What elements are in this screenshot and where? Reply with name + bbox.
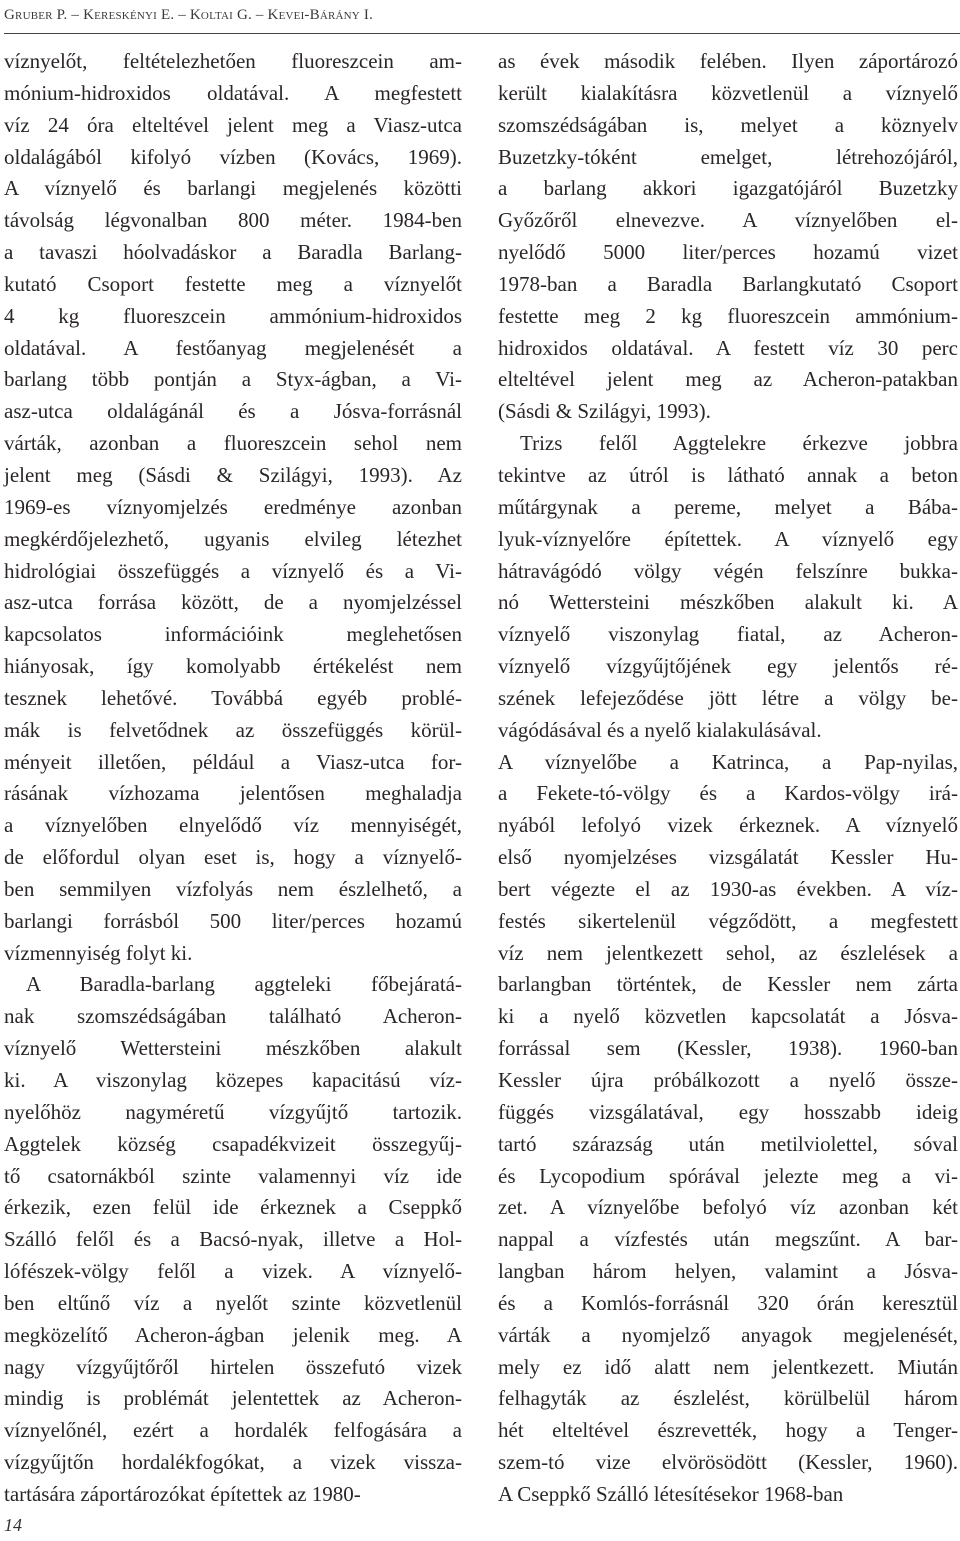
text-line: barlangban történtek, de Kessler nem zárta xyxy=(498,972,958,997)
text-line: ben eltűnő víz a nyelőt szinte közvetlenül xyxy=(4,1290,462,1315)
text-line: víznyelő Wettersteini mészkőben alakult xyxy=(4,1036,462,1061)
text-line: nó Wettersteini mészkőben alakult ki. A xyxy=(498,590,958,615)
text-line: és Lycopodium spórával jelezte meg a vi- xyxy=(498,1163,958,1188)
text-line: nagy vízgyűjtőről hirtelen összefutó vizek xyxy=(4,1354,462,1379)
text-line: nak szomszédságában található Acheron- xyxy=(4,1004,462,1029)
text-line: A Baradla-barlang aggteleki főbejáratá- xyxy=(26,972,462,997)
text-line: barlangi forrásból 500 liter/perces hozamú xyxy=(4,908,462,933)
text-line: mónium-hidroxidos oldatával. A megfestett xyxy=(4,80,462,105)
text-line: felhagyták az észlelést, körülbelül három xyxy=(498,1386,958,1411)
text-line: asz-utca forrása között, de a nyomjelzéssel xyxy=(4,590,462,615)
text-line: hidroxidos oldatával. A festett víz 30 perc xyxy=(498,335,958,360)
text-line: kutató Csoport festette meg a víznyelőt xyxy=(4,271,462,296)
text-line: elteltével jelent meg az Acheron-patakban xyxy=(498,367,958,392)
text-line: A víznyelő és barlangi megjelenés közötti xyxy=(4,176,462,201)
text-line: ben semmilyen vízfolyás nem észlelhető, a xyxy=(4,876,462,901)
text-line: vízmennyiség folyt ki. xyxy=(4,940,193,965)
text-line: ményeit illetően, például a Viasz-utca for- xyxy=(4,749,462,774)
text-column-right xyxy=(498,46,958,1511)
text-line: vágódásával és a nyelő kialakulásával. xyxy=(498,717,822,742)
text-line: várták a nyomjelző anyagok megjelenését, xyxy=(498,1322,958,1347)
text-line: 1969-es víznyomjelzés eredménye azonban xyxy=(4,494,462,519)
text-line: tesznek lehetővé. Továbbá egyéb problé- xyxy=(4,685,462,710)
text-line: lyuk-víznyelőre építettek. A víznyelő egy xyxy=(498,526,958,551)
text-line: tartó szárazság után metilviolettel, sóval xyxy=(498,1131,958,1156)
text-line: víz nem jelentkezett sehol, az észlelések a xyxy=(498,940,958,965)
text-line: oldatával. A festőanyag megjelenését a xyxy=(4,335,462,360)
text-line: a víznyelőben elnyelődő víz mennyiségét, xyxy=(4,813,462,838)
text-line: mindig is problémát jelentettek az Acheron- xyxy=(4,1386,462,1411)
text-line: jelent meg (Sásdi & Szilágyi, 1993). Az xyxy=(4,462,462,487)
text-line: vízgyűjtőn hordalékfogókat, a vizek vissza- xyxy=(4,1450,462,1475)
text-line: barlang több pontján a Styx-ágban, a Vi- xyxy=(4,367,462,392)
text-line: nyából lefolyó vizek érkeznek. A víznyelő xyxy=(498,813,958,838)
text-line: lófészek-völgy felől a vizek. A víznyelő- xyxy=(4,1259,462,1284)
text-line: Buzetzky-tóként emelget, létrehozójáról, xyxy=(498,144,958,169)
text-line: került kialakításra közvetlenül a víznyelő xyxy=(498,80,958,105)
text-line: víznyelő viszonylag fiatal, az Acheron- xyxy=(498,622,958,647)
text-line: várták, azonban a fluoreszcein sehol nem xyxy=(4,431,462,456)
text-line: 1978-ban a Baradla Barlangkutató Csoport xyxy=(498,271,958,296)
text-line: hidrológiai összefüggés a víznyelő és a Vi- xyxy=(4,558,462,583)
text-line: forrással sem (Kessler, 1938). 1960-ban xyxy=(498,1036,958,1061)
text-line: víznyelő vízgyűjtőjének egy jelentős ré- xyxy=(498,654,958,679)
text-line: nappal a vízfestés után megszűnt. A bar- xyxy=(498,1227,958,1252)
text-line: A Cseppkő Szálló létesítésekor 1968-ban xyxy=(498,1481,844,1506)
text-line: és a Komlós-forrásnál 320 órán keresztül xyxy=(498,1290,958,1315)
text-line: (Sásdi & Szilágyi, 1993). xyxy=(498,399,711,424)
text-line: víznyelőt, feltételezhetően fluoreszcein am- xyxy=(4,49,462,73)
text-line: a Fekete-tó-völgy és a Kardos-völgy irá- xyxy=(498,781,958,806)
text-line: zet. A víznyelőbe befolyó víz azonban két xyxy=(498,1195,958,1220)
text-line: tekintve az útról is látható annak a beton xyxy=(498,462,958,487)
text-line: asz-utca oldalágánál és a Jósva-forrásnál xyxy=(4,399,462,424)
text-line: A víznyelőbe a Katrinca, a Pap-nyilas, xyxy=(498,749,958,774)
text-line: a tavaszi hóolvadáskor a Baradla Barlang- xyxy=(4,240,462,265)
text-line: 4 kg fluoreszcein ammónium-hidroxidos xyxy=(4,303,462,328)
text-line: hiányosak, így komolyabb értékelést nem xyxy=(4,654,462,679)
text-line: mák is felvetődnek az összefüggés körül- xyxy=(4,717,462,742)
text-line: a barlang akkori igazgatójáról Buzetzky xyxy=(498,176,958,201)
text-line: Szálló felől és a Bacsó-nyak, illetve a Hol- xyxy=(4,1227,462,1252)
text-line: de előfordul olyan eset is, hogy a víznyelő- xyxy=(4,845,462,870)
text-line: szem-tó vize elvörösödött (Kessler, 1960). xyxy=(498,1450,958,1475)
text-line: nyelődő 5000 liter/perces hozamú vizet xyxy=(498,240,958,265)
header-rule xyxy=(4,33,960,34)
text-line: as évek második felében. Ilyen záportározó xyxy=(498,49,958,73)
text-line: megkérdőjelezhető, ugyanis elvileg létezhet xyxy=(4,526,462,551)
text-line: kapcsolatos információink meglehetősen xyxy=(4,622,462,647)
text-line: festés sikertelenül végződött, a megfestett xyxy=(498,908,958,933)
text-line: Győzőről elnevezve. A víznyelőben el- xyxy=(498,208,958,233)
text-line: tő csatornákból szinte valamennyi víz ide xyxy=(4,1163,462,1188)
text-line: víz 24 óra elteltével jelent meg a Viasz-utca xyxy=(4,112,462,137)
text-column-left xyxy=(4,46,462,1511)
text-line: nyelőhöz nagyméretű vízgyűjtő tartozik. xyxy=(4,1099,462,1124)
text-line: ki a nyelő közvetlen kapcsolatát a Jósva- xyxy=(498,1004,958,1029)
text-line: megközelítő Acheron-ágban jelenik meg. A xyxy=(4,1322,462,1347)
text-line: érkezik, ezen felül ide érkeznek a Cseppkő xyxy=(4,1195,462,1220)
page-number: 14 xyxy=(4,1515,22,1535)
text-line: bert végezte el az 1930-as években. A víz- xyxy=(498,876,958,901)
text-line: víznyelőnél, ezért a hordalék felfogására a xyxy=(4,1418,462,1443)
text-line: Kessler újra próbálkozott a nyelő össze- xyxy=(498,1068,958,1092)
text-line: első nyomjelzéses vizsgálatát Kessler Hu- xyxy=(498,845,958,870)
text-line: tartására záportározókat építettek az 1980- xyxy=(4,1481,361,1506)
text-line: hátravágódó völgy végén felszínre bukka- xyxy=(498,558,958,583)
text-line: hét elteltével észrevették, hogy a Tenger- xyxy=(498,1418,958,1443)
text-line: műtárgynak a pereme, melyet a Bába- xyxy=(498,494,958,519)
text-line: festette meg 2 kg fluoreszcein ammónium- xyxy=(498,303,958,328)
text-line: langban három helyen, valamint a Jósva- xyxy=(498,1259,958,1284)
text-line: szomszédságában is, melyet a köznyelv xyxy=(498,112,958,137)
text-line: rásának vízhozama jelentősen meghaladja xyxy=(4,781,462,806)
text-line: távolság légvonalban 800 méter. 1984-ben xyxy=(4,208,462,233)
running-head: Gruber P. – Kereskényi E. – Koltai G. – Kevei-Bárány I. xyxy=(4,7,374,23)
text-line: Trizs felől Aggtelekre érkezve jobbra xyxy=(520,431,958,456)
text-line: oldalágából kifolyó vízben (Kovács, 1969). xyxy=(4,144,462,169)
text-line: Aggtelek község csapadékvizeit összegyűj- xyxy=(4,1131,462,1156)
text-line: ki. A viszonylag közepes kapacitású víz- xyxy=(4,1068,462,1092)
text-line: mely ez idő alatt nem jelentkezett. Miután xyxy=(498,1354,958,1379)
text-line: függés vizsgálatával, egy hosszabb ideig xyxy=(498,1099,958,1124)
text-line: szének lefejeződése jött létre a völgy be- xyxy=(498,685,958,710)
